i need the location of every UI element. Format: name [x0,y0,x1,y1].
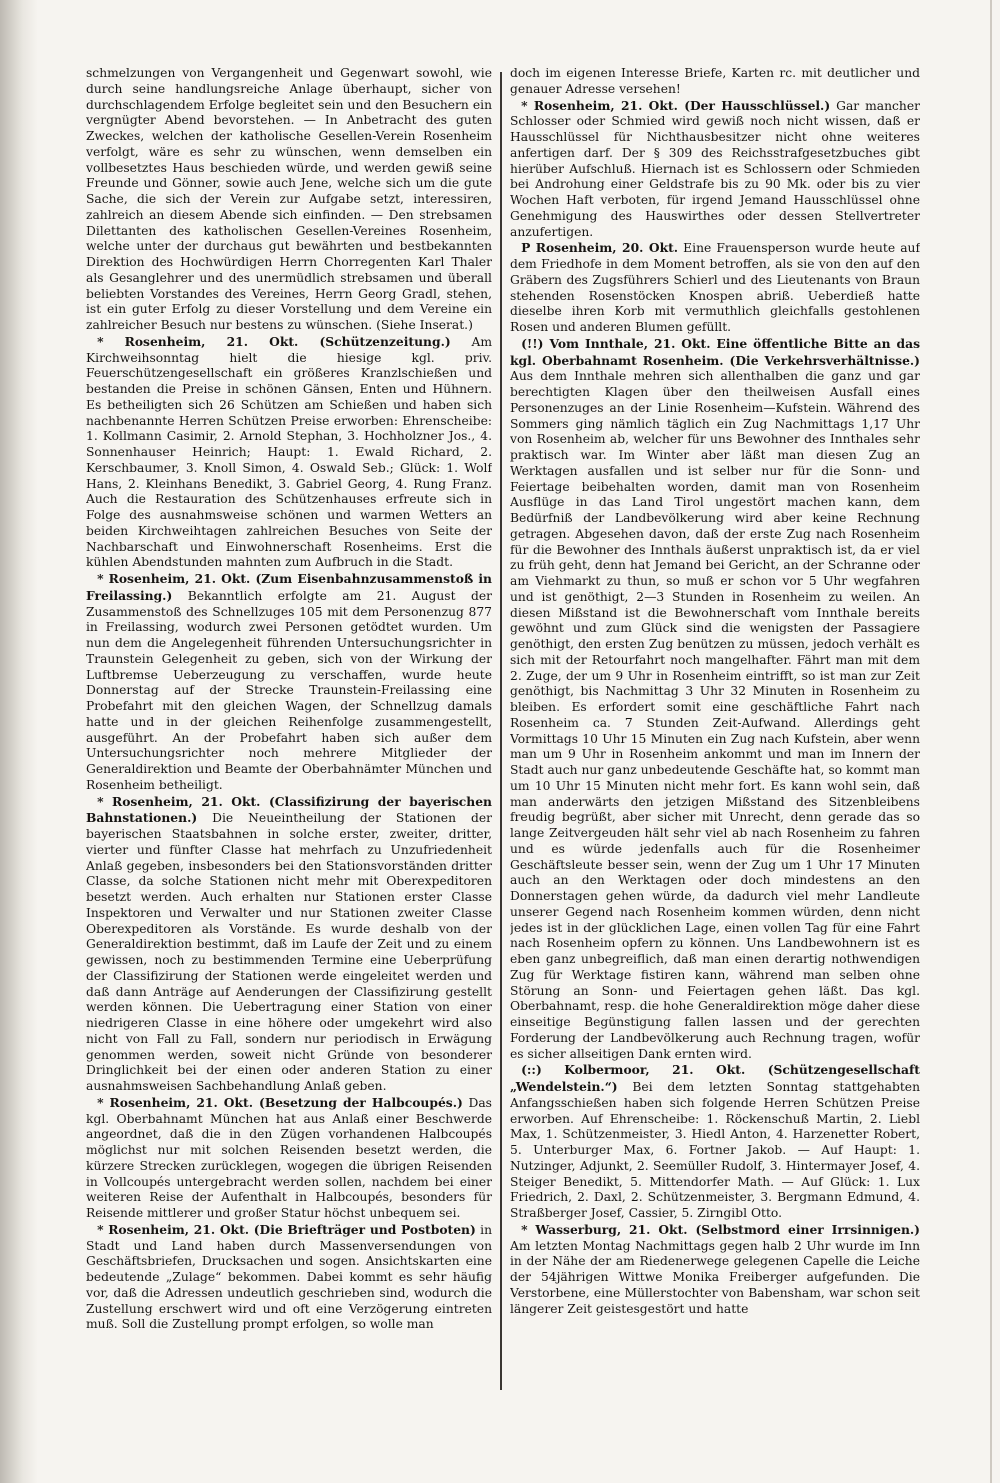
article-dateline: * Rosenheim, 21. Okt. (Der Hausschlüssel.) [521,97,831,113]
article-paragraph [86,334,492,571]
article-body: Bekanntlich erfolgte am 21. August der Zusammenstoß des Schnellzuges 105 mit dem Personenzug 877 in Freilassing, wodurch zwei Personen getödtet wurden. Um nun dem die Angelegenheit führenden Untersuchungsrichter in Traunstein Gelegenheit zu geben, sich von der Wirkung der Luftbremse Ueberzeugung zu verschaffen, wurde heute Donnerstag auf der Strecke Traunstein-Freilassing eine Probefahrt mit den gleichen Wagen, der Schnellzug damals hatte und in der gleichen Reihenfolge zusammengestellt, ausgeführt. An der Probefahrt haben sich außer dem Untersuchungsrichter noch mehrere Mitglieder der Generaldirektion und Beamte der Oberbahnämter München und Rosenheim betheiligt. [86,588,492,792]
article-continuation [86,66,492,334]
article-body: Am letzten Montag Nachmittags gegen halb 2 Uhr wurde im Inn in der Nähe der am Riedenerwege gelegenen Capelle die Leiche der 54jährigen Wittwe Monika Freiberger aufgefunden. Die Verstorbene, eine Müllerstochter von Babensham, war schon seit längerer Zeit geistesgestört und hatte [510,1238,920,1316]
article-dateline: (!!) Vom Innthale, 21. Okt. Eine öffentliche Bitte an das kgl. Oberbahnamt Rosenheim. (Die Verkehrsverhältnisse.) [510,335,920,368]
article-dateline: P Rosenheim, 20. Okt. [521,240,679,256]
article-continuation [510,66,920,98]
article-paragraph [510,98,920,241]
article-dateline: (::) Kolbermoor, 21. Okt. (Schützengesellschaft „Wendelstein.“) [510,1062,920,1094]
article-dateline: * Rosenheim, 21. Okt. (Zum Eisenbahnzusammenstoß in Freilassing.) [86,571,492,603]
article-dateline: * Rosenheim, 21. Okt. (Die Briefträger und Postboten) [97,1221,476,1237]
article-paragraph [86,571,492,794]
article-body: doch im eigenen Interesse Briefe, Karten rc. mit deutlicher und genauer Adresse versehen! [510,66,920,96]
article-paragraph [86,1095,492,1222]
article-dateline: * Wasserburg, 21. Okt. (Selbstmord einer Irrsinnigen.) [521,1221,920,1237]
article-dateline: * Rosenheim, 21. Okt. (Schützenzeitung.) [97,333,451,349]
article-body: Bei dem letzten Sonntag stattgehabten Anfangsschießen haben sich folgende Herren Schützen Preise erworben. Auf Ehrenscheibe: 1. Röckenschuß Martin, 2. Liebl Max, 1. Schützenmeister, 3. Hiedl Anton, 4. Harzenetter Robert, 5. Unterburger Max, 6. Fortner Jakob. — Auf Haupt: 1. Nutzinger, Adjunkt, 2. Seemüller Rudolf, 3. Hintermayer Josef, 4. Steiger Benedikt, 5. Mittendorfer Math. — Auf Glück: 1. Lux Friedrich, 2. Daxl, 2. Schützenmeister, 3. Bergmann Edmund, 4. Straßberger Josef, Cassier, 5. Zirngibl Otto. [510,1080,920,1220]
article-paragraph [510,240,920,336]
article-dateline: * Rosenheim, 21. Okt. (Besetzung der Halbcoupés.) [97,1094,463,1110]
article-body: in Stadt und Land haben durch Massenversendungen von Geschäftsbriefen, Drucksachen und sogen. Ansichtskarten eine bedeutende „Zulage“ bekommen. Dabei kommt es sehr häufig vor, daß die Adressen undeutlich geschrieben sind, wodurch die Zustellung erschwert wird und oft eine Verzögerung eintreten muß. Soll die Zustellung prompt erfolgen, so wolle man [86,1222,492,1332]
article-body: schmelzungen von Vergangenheit und Gegenwart sowohl, wie durch seine handlungsreiche Anlage überhaupt, sicher von durchschlagendem Erfolge begleitet sein und den Besuchern ein vergnügter Abend bevorstehen. — In Anbetracht des guten Zweckes, welchen der katholische Gesellen-Verein Rosenheim verfolgt, wäre es sehr zu wünschen, wenn demselben ein vollbesetztes Haus beschieden würde, und werden gewiß seine Freunde und Gönner, sowie auch Jene, welche sich um die gute Sache, die sich der Verein zur Aufgabe setzt, interessiren, zahlreich an diesem Abende sich einfinden. — Den strebsamen Dilettanten des katholischen Gesellen-Vereines Rosenheim, welche unter der durchaus gut bewährten und bestbekannten Direktion des Hochwürdigen Herrn Chorregenten Karl Thaler als Gesanglehrer und des unermüdlich strebsamen und überall beliebten Vorstandes des Vereines, Herrn Georg Gradl, stehen, ist ein guter Erfolg zu dieser Vorstellung und dem Vereine ein zahlreicher Besuch nur bestens zu wünschen. (Siehe Inserat.) [86,66,492,332]
article-dateline: * Rosenheim, 21. Okt. (Classifizirung der bayerischen Bahnstationen.) [86,793,492,826]
article-body: Am Kirchweihsonntag hielt die hiesige kgl. priv. Feuerschützengesellschaft ein größeres Kranzlschießen und bestanden die Preise in schönen Gänsen, Enten und Hühnern. Es betheiligten sich 26 Schützen am Schießen und haben sich nachbenannte Herren Schützen Preise erworben: Ehrenscheibe: 1. Kollmann Casimir, 2. Arnold Stephan, 3. Hochholzner Jos., 4. Sonnenhauser Heinrich; Haupt: 1. Ewald Richard, 2. Kerschbaumer, 3. Knoll Simon, 4. Oswald Seb.; Glück: 1. Wolf Hans, 2. Kleinhans Benedikt, 3. Gabriel Georg, 4. Rung Franz. Auch die Restauration des Schützenhauses erfreute sich in Folge des ausnahmsweise schönen und warmen Wetters an beiden Kirchweihtagen zahlreichen Besuches von Seite der Nachbarschaft und Einwohnerschaft Rosenheims. Erst die kühlen Abendstunden mahnten zum Aufbruch in die Stadt. [86,334,492,570]
article-paragraph [510,1062,920,1222]
article-body: Die Neueintheilung der Stationen der bayerischen Staatsbahnen in solche erster, zweiter, dritter, vierter und fünfter Classe hat mehrfach zu Unzufriedenheit Anlaß gegeben, insbesonders bei den Stationsvorständen dritter Classe, da solche Stationen nicht mehr mit Oberexpeditoren besetzt werden. Auch erhalten nur Stationen erster Classe Inspektoren und Verwalter und nur Stationen zweiter Classe Oberexpeditoren als Vorstände. Es wurde deshalb von der Generaldirektion bestimmt, daß im Laufe der Zeit und zu einem gewissen, noch zu bestimmenden Termine eine Ueberprüfung der Classifizirung der Stationen werde eingeleitet werden und daß dann Anträge auf Aenderungen der Classifizirung gestellt werden können. Die Uebertragung einer Station von einer niedrigeren Classe in eine höhere oder umgekehrt wird also nicht von Fall zu Fall, sondern nur periodisch in Erwägung genommen werden, soweit nicht Gründe von besonderer Dringlichkeit bei der einen oder anderen Station zu einer ausnahmsweisen Sachbehandlung Anlaß geben. [86,811,492,1093]
article-body: Das kgl. Oberbahnamt München hat aus Anlaß einer Beschwerde angeordnet, daß die in den Zügen vorhandenen Halbcoupés möglichst nur mit solchen Reisenden besetzt werden, die kürzere Strecken zurücklegen, wogegen die übrigen Reisenden in Vollcoupés untergebracht werden sollen, nachdem bei einer weiteren Reise der Aufenthalt in Halbcoupés, besonders für Reisende mittlerer und großer Statur höchst unbequem sei. [86,1095,492,1220]
article-paragraph [86,794,492,1095]
left-column [86,66,492,1396]
binding-shadow [0,0,38,1483]
right-column [510,66,920,1396]
article-body: Aus dem Innthale mehren sich allenthalben die ganz und gar berechtigten Klagen über den theilweisen Ausfall eines Personenzuges an der Linie Rosenheim—Kufstein. Während des Sommers ging nämlich täglich ein Zug Nachmittags 1,17 Uhr von Rosenheim ab, welcher für uns Bewohner des Innthales sehr praktisch war. Im Winter aber läßt man diesen Zug an Werktagen ausfallen und ist selber nur für die Sonn- und Feiertage beibehalten worden, damit man von Rosenheim Ausflüge in das Land Tirol ungestört machen kann, dem Bedürfniß der Landbevölkerung wird aber keine Rechnung getragen. Abgesehen davon, daß der erste Zug nach Rosenheim für die Bewohner des Innthals äußerst unpraktisch ist, da er viel zu früh geht, denn hat Jemand bei Gericht, an der Schranne oder am Viehmarkt zu thun, so muß er schon vor 5 Uhr wegfahren und ist genöthigt, 2—3 Stunden in Rosenheim zu weilen. An diesen Mißstand ist die Bewohnerschaft vom Innthale bereits gewöhnt und zum Glück sind die wenigsten der Passagiere genöthigt, den ersten Zug benützen zu müssen, jedoch verhält es sich mit der Retourfahrt noch mangelhafter. Fährt man mit dem 2. Zuge, der um 9 Uhr in Rosenheim eintrifft, so ist man zur Zeit genöthigt, bis Nachmittag 3 Uhr 32 Minuten in Rosenheim zu bleiben. Es erfordert somit eine geschäftliche Fahrt nach Rosenheim ca. 7 Stunden Zeit-Aufwand. Allerdings geht Vormittags 10 Uhr 15 Minuten ein Zug nach Kufstein, aber wenn man um 9 Uhr in Rosenheim ankommt und man im Innern der Stadt auch nur ganz unbedeutende Geschäfte hat, so kommt man um 10 Uhr 15 Minuten nicht mehr fort. Es kann wohl sein, daß man anderwärts den jetzigen Mißstand des Sitzenbleibens freudig begrüßt, aber sicher mit Unrecht, denn gerade das so lange Zeitvergeuden hält sehr viel ab nach Rosenheim zu fahren und es würde jedenfalls auch für die Rosenheimer Geschäftsleute besser sein, wenn der Zug um 1 Uhr 17 Minuten auch an den Werktagen oder doch mindestens an den Donnerstagen gehen würde, da dadurch viel mehr Landleute unserer Gegend nach Rosenheim kommen würden, denn nicht jedes ist in der glücklichen Lage, einen vollen Tag für eine Fahrt nach Rosenheim opfern zu können. Uns Landbewohnern ist es eben ganz unbegreiflich, daß man einen derartig nothwendigen Zug für Werktage fistiren kann, während man selben ohne Störung an Sonn- und Feiertagen gehen läßt. Das kgl. Oberbahnamt, resp. die hohe Generaldirektion möge daher diese einseitige Begünstigung fallen lassen und der gerechten Forderung der Landbevölkerung auch Rechnung tragen, wofür es sicher allseitigen Dank ernten wird. [510,369,920,1061]
page-edge [990,0,992,1483]
article-paragraph [510,336,920,1063]
column-rule [500,72,502,1390]
article-body: Eine Frauensperson wurde heute auf dem Friedhofe in dem Moment betroffen, als sie von den auf den Gräbern des Zugsführers Schierl und des Lieutenants von Braun stehenden Rosenstöcken Knospen abriß. Ueberdieß hatte dieselbe ihren Korb mit vermuthlich gleichfalls gestohlenen Rosen und anderen Blumen gefüllt. [510,241,920,334]
article-paragraph [86,1222,492,1333]
article-paragraph [510,1222,920,1318]
article-body: Gar mancher Schlosser oder Schmied wird gewiß noch nicht wissen, daß er Hausschlüssel für Nichthausbesitzer nicht ohne weiteres anfertigen darf. Der § 309 des Reichsstrafgesetzbuches gibt hierüber Aufschluß. Hiernach ist es Schlossern oder Schmieden bei Androhung einer Geldstrafe bis zu 90 Mk. oder bis zu vier Wochen Haft verboten, für irgend Jemand Hausschlüssel ohne Genehmigung des Hauswirthes oder dessen Stellvertreter anzufertigen. [510,98,920,239]
